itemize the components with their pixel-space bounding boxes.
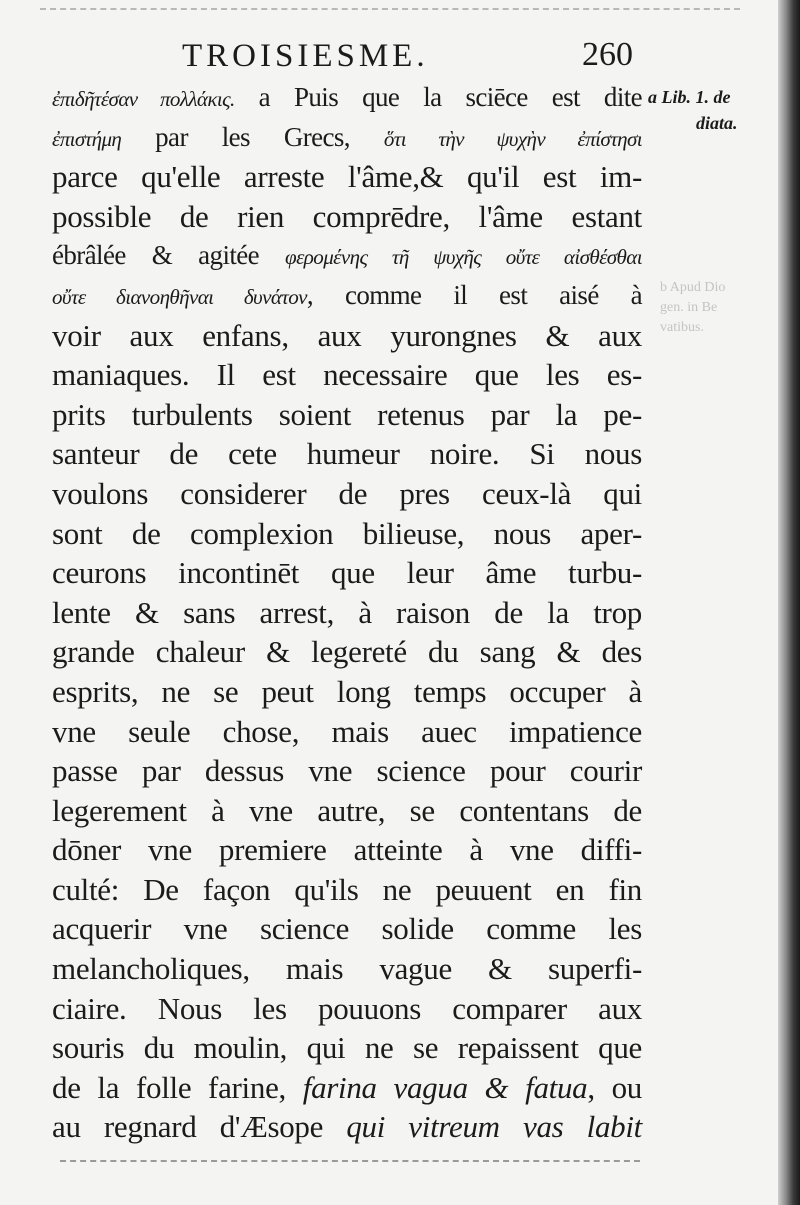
text-line: possible de rien comprēdre, l'âme estant [52,198,642,234]
text-line [52,236,642,276]
body-text [52,78,642,1147]
greek-phrase: ἐπιστήμη [52,126,122,151]
text-line: souris du moulin, qui ne se repaissent que [52,1030,642,1066]
text-line [52,78,642,118]
show-through-line: gen. in Be [660,300,718,315]
text-line [52,276,642,316]
latin-phrase: farina vagua & fatua [302,1069,588,1105]
margin-note-line: a Lib. 1. de [648,87,731,107]
text-line: ceurons incontinēt que leur âme turbu- [52,555,642,591]
binding-shadow [778,0,800,1205]
text-segment: par les Grecs, [121,121,384,152]
text-line: legerement à vne autre, se contentans de [52,792,642,828]
text-line: prits turbulents soient retenus par la pe- [52,396,642,432]
text-line: sont de complexion bilieuse, nous aper- [52,515,642,551]
text-line: santeur de cete humeur noire. Si nous [52,436,642,472]
margin-note [648,84,773,136]
text-segment: , comme il est aisé à [306,279,643,310]
text-line: voulons considerer de pres ceux-là qui [52,475,642,511]
text-line [52,118,642,158]
latin-phrase: qui vitreum vas labit [346,1109,642,1145]
text-line: culté: De façon qu'ils ne peuuent en fin [52,871,642,907]
top-dashed-rule [40,8,740,10]
bottom-dashed-rule [60,1160,640,1162]
text-segment: au regnard d'Æsope [52,1109,347,1145]
text-line: passe par dessus vne science pour courir [52,753,642,789]
text-line: melancholiques, mais vague & superfi- [52,951,642,987]
text-line: ciaire. Nous les pouuons comparer aux [52,990,642,1026]
text-line: acquerir vne science solide comme les [52,911,642,947]
greek-phrase: φερομένης τῆ ψυχῆς οὔτε αἰσθέσθαι [285,245,642,270]
show-through-note [660,278,770,338]
text-segment: a Puis que la sciēce est dite [234,82,642,112]
text-segment: de la folle farine, [52,1069,303,1105]
text-line: parce qu'elle arreste l'âme,& qu'il est im- [52,159,642,195]
greek-phrase: οὔτε διανοηθῆναι δυνάτον [52,284,307,309]
text-line: dōner vne premiere atteinte à vne diffi- [52,832,642,868]
text-line: grande chaleur & legereté du sang & des [52,634,642,670]
text-line: maniaques. Il est necessaire que les es- [52,357,642,393]
greek-phrase: ὅτι τὴν ψυχὴν ἐπίστησι [383,126,642,151]
text-line: voir aux enfans, aux yurongnes & aux [52,317,642,353]
show-through-line: vatibus. [660,320,704,335]
text-segment: , ou [587,1069,642,1105]
text-line [52,1068,642,1108]
text-line: esprits, ne se peut long temps occuper à [52,673,642,709]
running-head: TROISIESME. [182,38,429,74]
page-number: 260 [582,36,633,73]
text-line [52,1107,642,1147]
margin-note-line: diata. [696,113,738,133]
text-segment: ébrâlée & agitée [52,240,286,271]
show-through-line: b Apud Dio [660,280,726,295]
greek-phrase: ἐπιδῆτέσαν πολλάκις. [52,87,235,111]
text-line: vne seule chose, mais auec impatience [52,713,642,749]
text-line: lente & sans arrest, à raison de la trop [52,594,642,630]
